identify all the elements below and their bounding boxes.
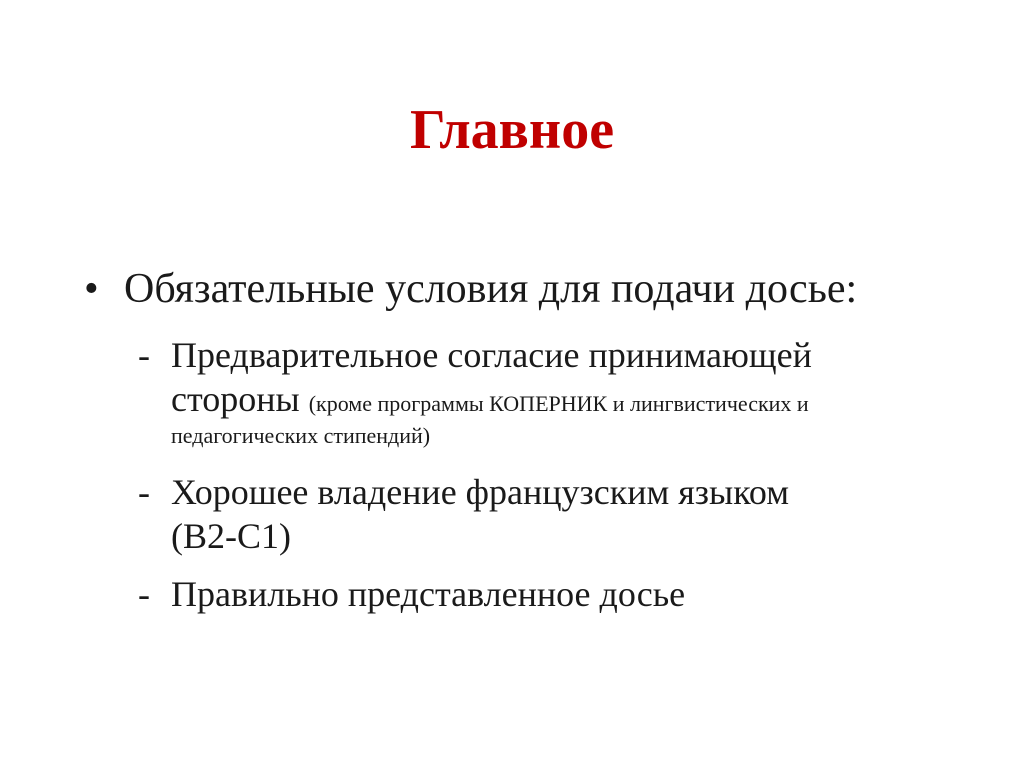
bullet-marker: •	[84, 266, 99, 312]
subitem-line-with-note	[171, 377, 998, 421]
dash-marker: -	[138, 335, 150, 375]
subitem-body	[171, 572, 998, 616]
subitem-body	[171, 470, 998, 558]
subitem-french-level	[138, 470, 998, 558]
subitem-consent	[138, 333, 998, 451]
subitem-note: (кроме программы КОПЕРНИК и лингвистических и	[308, 391, 809, 416]
dash-marker: -	[138, 574, 150, 614]
subitem-dossier	[138, 572, 998, 616]
subitem-line: Хорошее владение французским языком	[171, 472, 789, 512]
dash-marker: -	[138, 472, 150, 512]
subitem-note: педагогических стипендий)	[171, 423, 431, 448]
main-bullet	[84, 265, 857, 313]
subitem-line: Правильно представленное досье	[171, 574, 686, 614]
subitem-line: (B2-C1)	[171, 516, 291, 556]
subitem-line: Предварительное согласие принимающей	[171, 335, 812, 375]
subitem-line: стороны	[171, 379, 300, 419]
main-bullet-text: Обязательные условия для подачи досье:	[124, 266, 858, 312]
subitem-body	[171, 333, 998, 451]
slide-title: Главное	[409, 99, 615, 161]
